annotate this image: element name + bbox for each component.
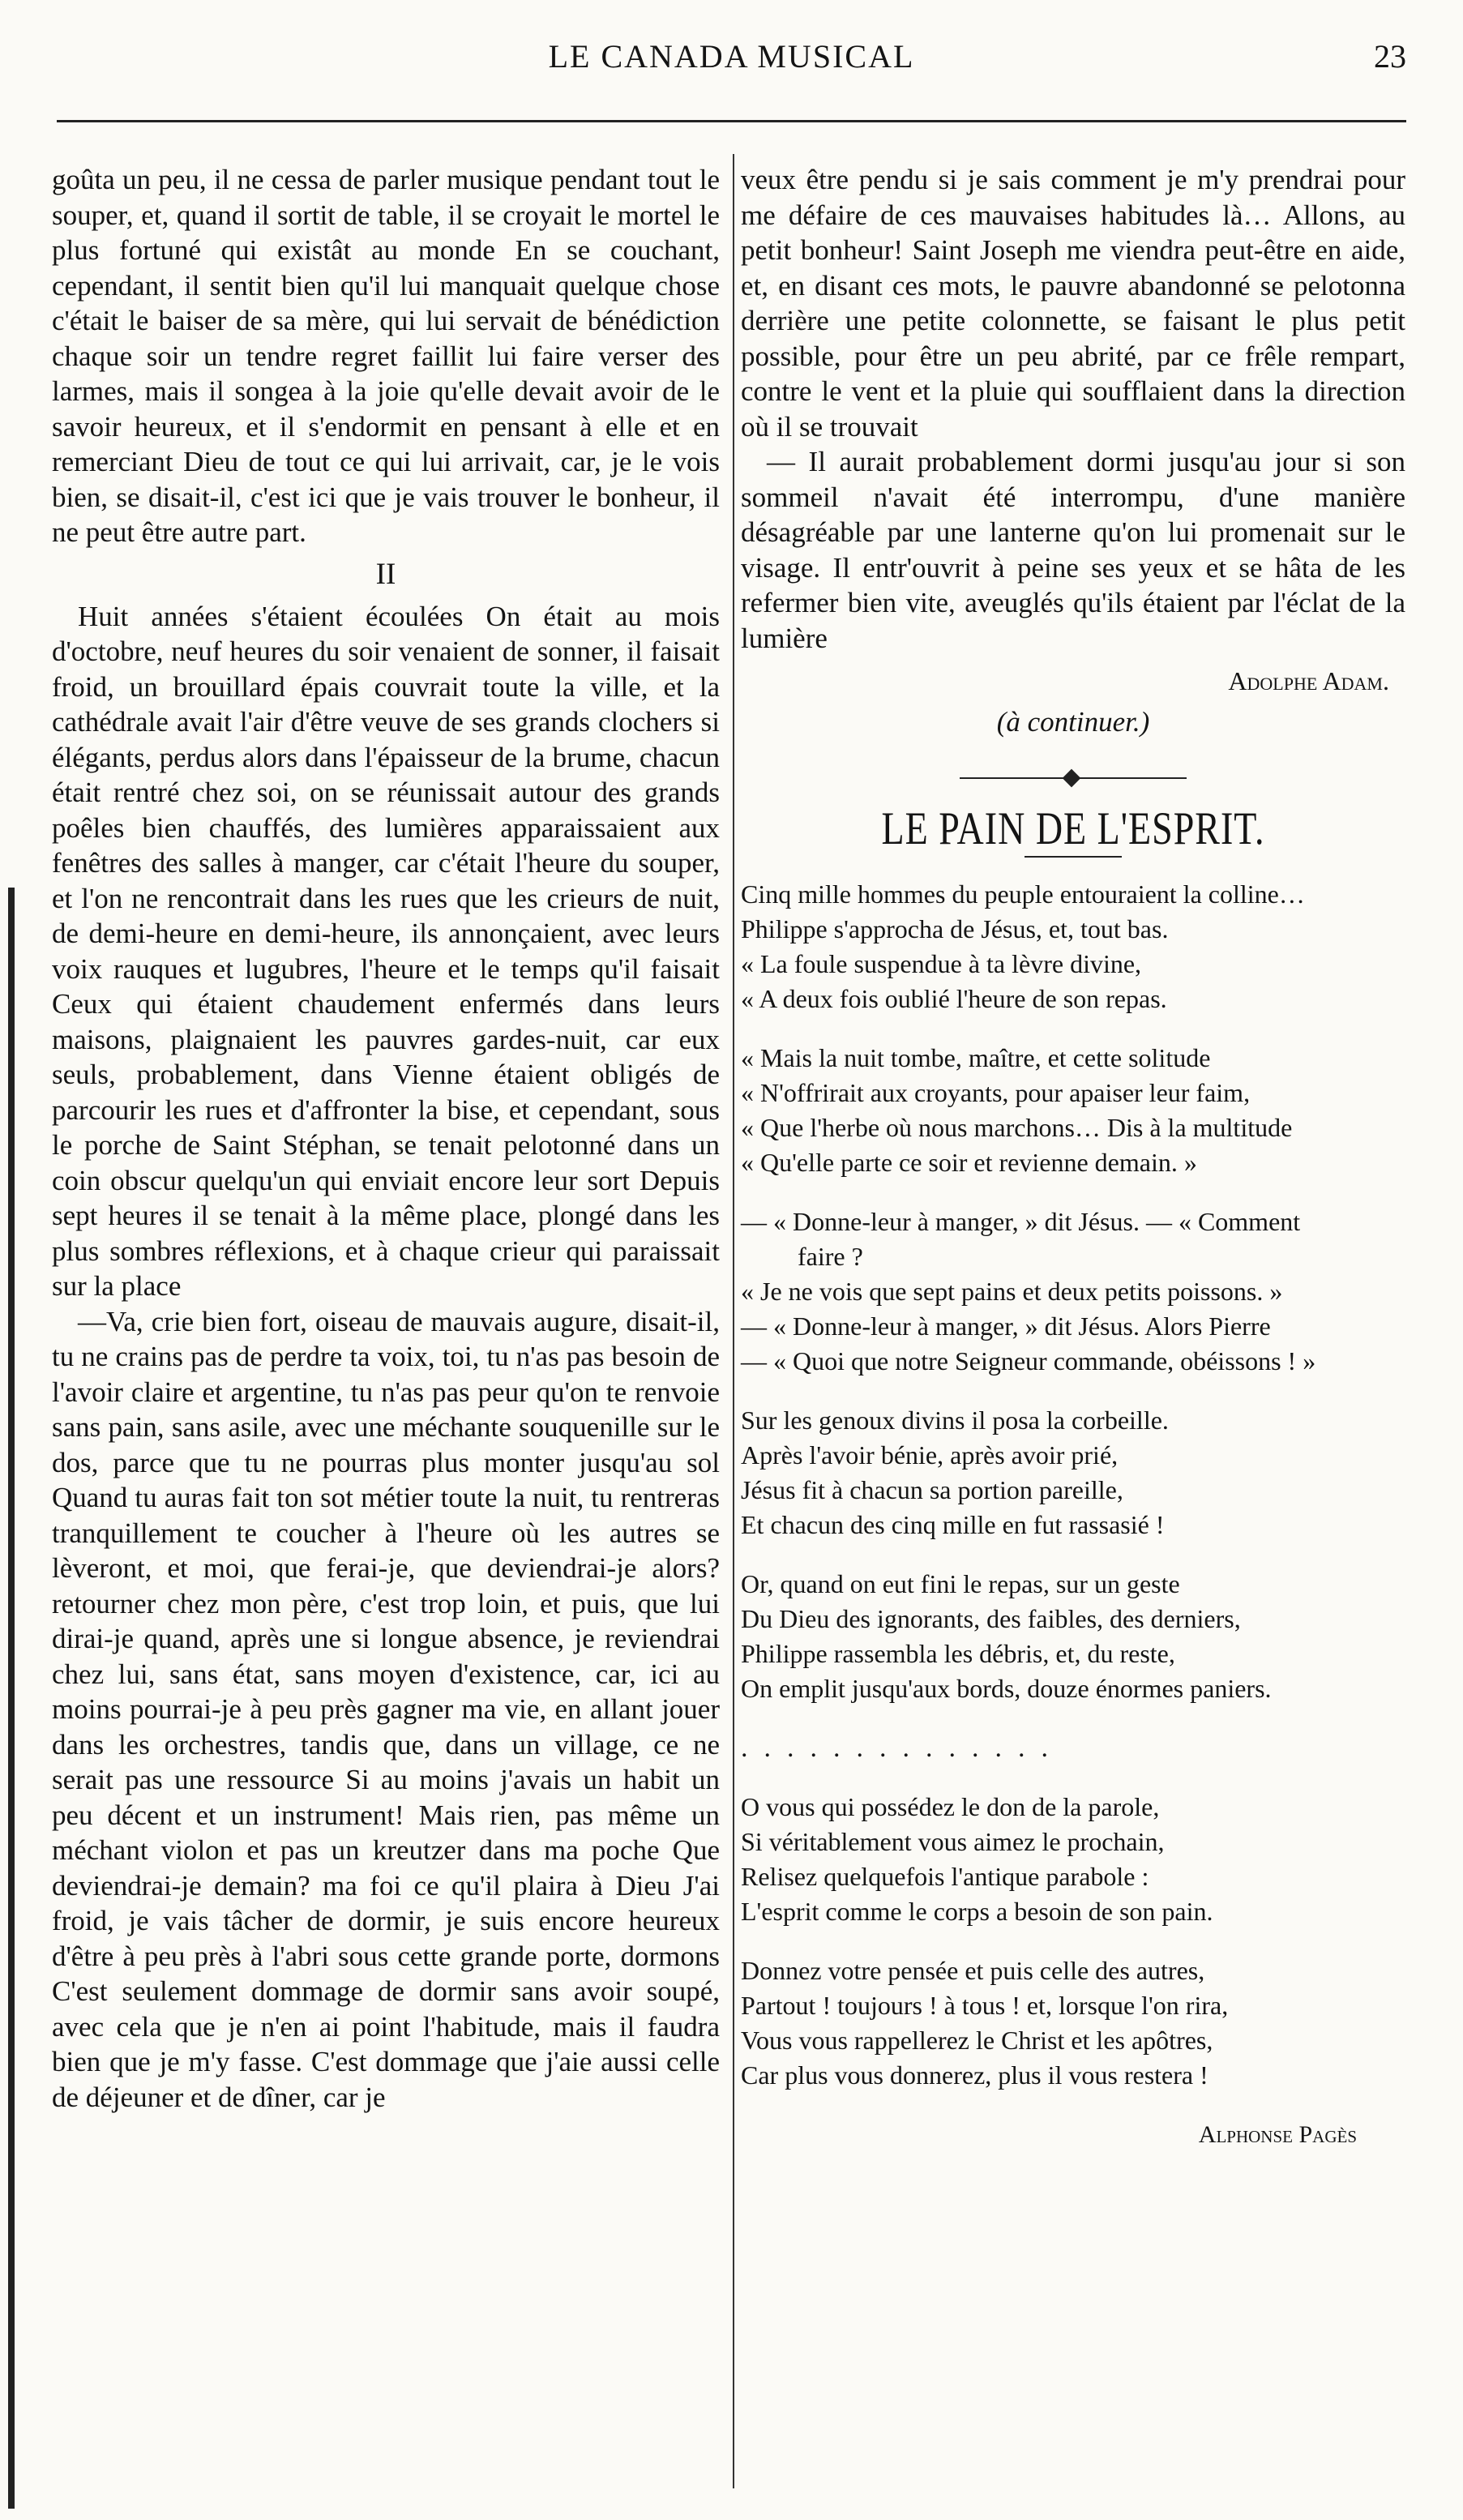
column-divider xyxy=(733,154,734,2488)
ornament-divider xyxy=(960,770,1187,786)
stanza xyxy=(741,1041,1405,1180)
verse-line: « Je ne vois que sept pains et deux petits poissons. » xyxy=(741,1276,1283,1306)
stanza xyxy=(741,877,1405,1016)
verse-line: Du Dieu des ignorants, des faibles, des derniers, xyxy=(741,1603,1241,1633)
scan-edge-bar xyxy=(8,888,15,2509)
verse-line: Sur les genoux divins il posa la corbeille. xyxy=(741,1405,1169,1435)
verse-line: Philippe rassembla les débris, et, du reste, xyxy=(741,1638,1175,1668)
verse-line: faire ? xyxy=(798,1241,863,1271)
verse-line: « Que l'herbe où nous marchons… Dis à la multitude xyxy=(741,1112,1293,1142)
page-header xyxy=(0,37,1463,86)
verse-line: Partout ! toujours ! à tous ! et, lorsque l'on rira, xyxy=(741,1991,1229,2020)
stanza xyxy=(741,1204,1405,1379)
poem-title-rule xyxy=(1025,856,1122,858)
verse-line: L'esprit comme le corps a besoin de son pain. xyxy=(741,1897,1213,1926)
stanza xyxy=(741,1790,1405,1929)
paragraph: veux être pendu si je sais comment je m'y prendrai pour me défaire de ces mauvaises habitudes là… Allons, au petit bonheur! Saint Joseph me viendra peut-être en aide, et, en disant ces mots, le pauvre abandonné se pelotonna derrière une petite colonnette, se faisant le plus petit possible, pour être un peu abrité, par ce frêle rempart, contre le vent et la pluie qui soufflaient dans la direction où il se trouvait xyxy=(741,164,1405,443)
ellipsis-separator: .............. xyxy=(741,1732,1064,1763)
paragraph: Huit années s'étaient écoulées On était au mois d'octobre, neuf heures du soir venaient de sonner, il faisait froid, un brouillard épais couvrait toute la ville, et la cathédrale avait l'air d'être veuve de ses grands clochers si élégants, perdus alors dans l'épaisseur de la brume, chacun était rentré chez soi, on se réunissait autour des grands poêles bien chauffés, des lumières apparaissaient aux fenêtres des salles à manger, car c'était l'heure du souper, et l'on ne rencontrait dans les rues que les crieurs de nuit, de demi-heure en demi-heure, ils annonçaient, avec leurs voix rauques et lugubres, l'heure et le temps qu'il faisait Ceux qui étaient chaudement enfermés dans leurs maisons, plaignaient les pauvres gardes-nuit, car eux seuls, probablement, dans Vienne étaient obligés de parcourir les rues et d'affronter la bise, et cependant, sous le porche de Saint Stéphan, se tenait pelotonné dans un coin obscur quelqu'un qui enviait encore leur sort Depuis sept heures il se tenait à la même place, plongé dans les plus sombres réflexions, et à chaque crieur qui paraissait sur la place xyxy=(52,600,720,1302)
verse-line: Jésus fit à chacun sa portion pareille, xyxy=(741,1474,1123,1504)
page-number: 23 xyxy=(1374,38,1406,75)
section-numeral: II xyxy=(375,557,396,591)
verse-line: Après l'avoir bénie, après avoir prié, xyxy=(741,1440,1119,1470)
verse-line: Relisez quelquefois l'antique parabole : xyxy=(741,1862,1149,1891)
right-column xyxy=(741,162,1405,2153)
verse-line: — « Donne-leur à manger, » dit Jésus. — « Comment xyxy=(741,1206,1301,1236)
poem-signature: Alphonse Pagès xyxy=(1198,2121,1357,2148)
verse-line: Vous vous rappellerez le Christ et les apôtres, xyxy=(741,2026,1213,2055)
continuation-note: (à continuer.) xyxy=(996,705,1150,738)
verse-line: — « Quoi que notre Seigneur commande, obéissons ! » xyxy=(741,1346,1316,1376)
paragraph: goûta un peu, il ne cessa de parler musique pendant tout le souper, et, quand il sortit de table, il se croyait le mortel le plus fortuné qui existât au monde En se couchant, cependant, il sentit bien qu'il lui manquait quelque chose c'était le baiser de sa mère, qui lui servait de bénédiction chaque soir un tendre regret faillit lui faire verser des larmes, mais il songea à la joie qu'elle devait avoir de le savoir heureux, et il s'endormit en pensant à elle et en remerciant Dieu de tout ce qui lui arrivait, car, je le vois bien, se disait-il, c'est ici que je vais trouver le bonheur, il ne peut être autre part. xyxy=(52,164,720,548)
header-rule xyxy=(57,120,1406,122)
stanza xyxy=(741,1953,1405,2093)
verse-line: « Qu'elle parte ce soir et revienne demain. » xyxy=(741,1147,1197,1177)
paragraph: —Va, crie bien fort, oiseau de mauvais augure, disait-il, tu ne crains pas de perdre ta voix, toi, tu n'as pas besoin de l'avoir claire et argentine, tu n'as pas peur qu'on te renvoie sans pain, sans asile, avec une méchante souquenille sur le dos, parce que tu ne pourras plus monter jusqu'au sol Quand tu auras fait ton sot métier toute la nuit, tu rentreras tranquillement te coucher à l'heure où les autres se lèveront, et moi, que ferai-je, que deviendrai-je alors? retourner chez mon père, c'est trop loin, et puis, que lui dirai-je quand, après une si longue absence, je reviendrai chez lui, sans état, sans moyen d'existence, car, ici au moins pourrai-je à peu près gagner ma vie, en allant jouer dans les orchestres, tandis que, dans un village, ce ne serait pas une ressource Si au moins j'avais un habit un peu décent et un instrument! Mais rien, pas même un méchant violon et pas un kreutzer dans ma poche Que deviendrai-je demain? ma foi ce qu'il plaira à Dieu J'ai froid, je vais tâcher de dormir, je suis encore heureux d'être à peu près à l'abri sous cette grande porte, dormons C'est seulement dommage de dormir sans avoir soupé, avec cela que je n'en ai point l'habitude, mais il faudra bien que je m'y fasse. C'est dommage que j'aie aussi celle de déjeuner et de dîner, car je xyxy=(52,1305,720,2113)
verse-line: O vous qui possédez le don de la parole, xyxy=(741,1792,1160,1821)
verse-line: Cinq mille hommes du peuple entouraient la colline… xyxy=(741,879,1305,909)
poem-title: LE PAIN DE L'ESPRIT. xyxy=(881,802,1265,854)
verse-line: « A deux fois oublié l'heure de son repas. xyxy=(741,983,1167,1013)
verse-line: Donnez votre pensée et puis celle des autres, xyxy=(741,1956,1205,1985)
verse-line: « Mais la nuit tombe, maître, et cette solitude xyxy=(741,1042,1211,1072)
verse-line: Or, quand on eut fini le repas, sur un geste xyxy=(741,1568,1180,1598)
verse-line: Car plus vous donnerez, plus il vous restera ! xyxy=(741,2060,1208,2090)
stanza xyxy=(741,1403,1405,1542)
verse-line: Si véritablement vous aimez le prochain, xyxy=(741,1827,1165,1856)
verse-line: « La foule suspendue à ta lèvre divine, xyxy=(741,948,1142,978)
verse-line: — « Donne-leur à manger, » dit Jésus. Alors Pierre xyxy=(741,1311,1271,1341)
verse-line: « N'offrirait aux croyants, pour apaiser leur faim, xyxy=(741,1077,1251,1107)
stanza xyxy=(741,1567,1405,1706)
journal-title: LE CANADA MUSICAL xyxy=(548,38,915,75)
article-signature: Adolphe Adam. xyxy=(1228,666,1389,695)
verse-line: Et chacun des cinq mille en fut rassasié ! xyxy=(741,1509,1165,1539)
left-column xyxy=(52,162,720,2115)
verse-line: On emplit jusqu'aux bords, douze énormes paniers. xyxy=(741,1673,1272,1703)
paragraph: — Il aurait probablement dormi jusqu'au jour si son sommeil n'avait été interrompu, d'une manière désagréable par une lanterne qu'on lui promenait sur le visage. Il entr'ouvrit à peine ses yeux et se hâta de les refermer bien vite, aveuglés qu'ils étaient par l'éclat de la lumière xyxy=(741,446,1405,654)
verse-line: Philippe s'approcha de Jésus, et, tout bas. xyxy=(741,913,1169,943)
